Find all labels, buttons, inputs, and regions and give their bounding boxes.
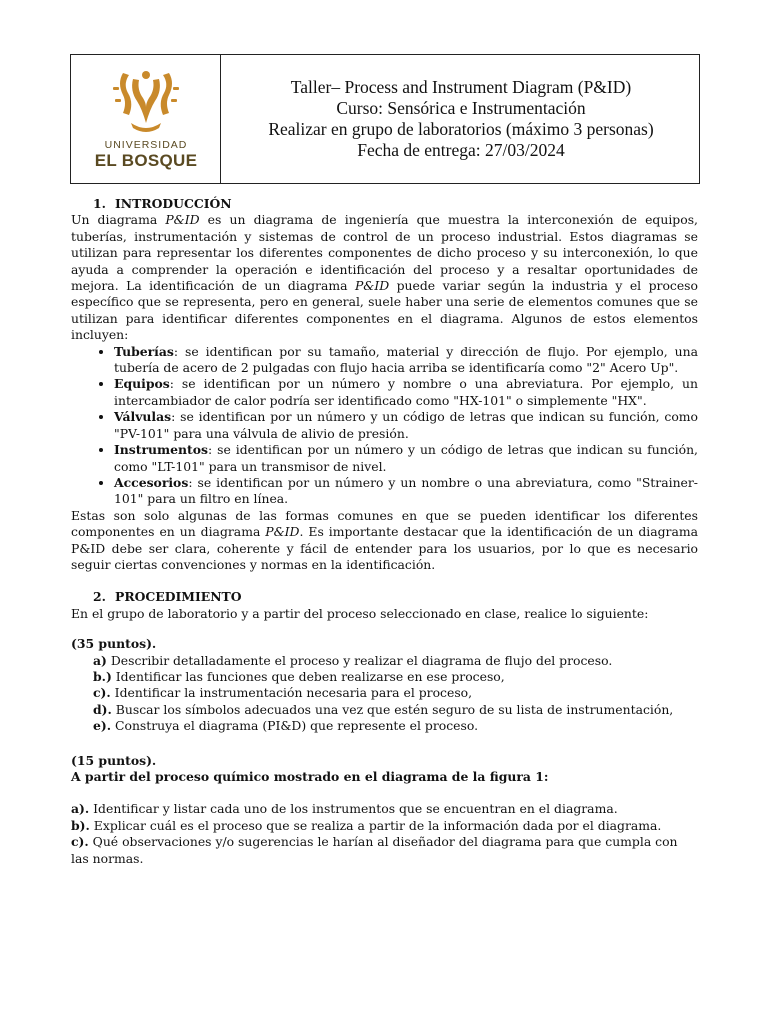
bullet-text: : se identifican por un número y un código de letras que indican su función, como "LT-101" para un transmisor de nivel. (114, 442, 698, 474)
figure-subheading: A partir del proceso químico mostrado en el diagrama de la figura 1: (71, 769, 549, 784)
el-bosque-emblem-icon (109, 65, 183, 137)
list-item (114, 409, 698, 442)
logo-el-bosque-text: EL BOSQUE (94, 151, 198, 170)
question-text: Explicar cuál es el proceso que se realiza a partir de la información dada por el diagrama. (89, 817, 662, 833)
university-logo (71, 55, 221, 183)
step-label: e). (93, 718, 112, 734)
header-title-block (221, 77, 701, 161)
bullet-term: Tuberías (114, 343, 174, 359)
bullet-term: Accesorios (114, 474, 189, 490)
points-15: (15 puntos). (71, 752, 157, 768)
step-text: Construya el diagrama (PI&D) que represente el proceso. (111, 718, 479, 734)
italic-term: P&ID (265, 524, 300, 540)
italic-term: P&ID (165, 212, 200, 228)
step-text: Identificar la instrumentación necesaria para el proceso, (110, 685, 473, 701)
question-text: Qué observaciones y/o sugerencias le harían al diseñador del diagrama para que cumpla con las normas. (71, 834, 678, 866)
step-label: c). (93, 685, 111, 701)
question-text: Identificar y listar cada uno de los instrumentos que se encuentran en el diagrama. (89, 801, 618, 817)
procedure-step (93, 669, 698, 685)
title-line-due-date: Fecha de entrega: 27/03/2024 (357, 140, 565, 160)
question-label: a). (71, 801, 90, 817)
section-number: 1. (93, 196, 106, 211)
step-text: Buscar los símbolos adecuados una vez que estén seguro de su lista de instrumentación, (111, 701, 674, 717)
bullet-text: : se identifican por un número y un nombre o una abreviatura, como "Strainer-101" para un filtro en línea. (114, 474, 698, 507)
procedure-step (93, 702, 698, 718)
list-item (114, 442, 698, 475)
procedure-step (93, 653, 698, 669)
question-item (71, 834, 698, 867)
bullet-term: Equipos (114, 376, 170, 392)
step-label: b.) (93, 668, 112, 684)
list-item (114, 344, 698, 377)
bullet-text: : se identifican por un número y un código de letras que indican su función, como "PV-101" para una válvula de alivio de presión. (114, 409, 698, 441)
title-line-course: Curso: Sensórica e Instrumentación (336, 98, 586, 118)
italic-term: P&ID (354, 278, 390, 294)
question-label: b). (71, 817, 90, 833)
procedure-step (93, 718, 698, 734)
text-run: Estas son solo algunas de las formas comunes en que se pueden identificar los diferentes componentes en un diagrama (71, 507, 698, 540)
points-35: (35 puntos). (71, 636, 157, 652)
section-title: PROCEDIMIENTO (115, 589, 242, 605)
text-run: . Es importante destacar que la identificación de un diagrama P&ID debe ser clara, coherente y fácil de entender para los usuarios, por lo que es necesario seguir ciertas convenciones y normas en la identificación. (71, 524, 698, 572)
section-number: 2. (93, 589, 106, 605)
text-run: Un diagrama (71, 212, 166, 228)
text-run: puede variar según la industria y el proceso específico que se representa, pero en general, suele haber una serie de elementos comunes que se utilizan para identificar diferentes componentes en el diagrama. Algunos de estos elementos incluyen: (71, 278, 698, 343)
bullet-term: Válvulas (114, 409, 172, 425)
intro-paragraph (71, 212, 698, 343)
text-run: es un diagrama de ingeniería que muestra la interconexión de equipos, tuberías, instrumentación y sistemas de control de un proceso industrial. Estos diagramas se utilizan para representar los diferentes componentes de dicho proceso y su interconexión, lo que ayuda a comprender la operación e identificación del proceso y a resaltar oportunidades de mejora. La identificación de un diagrama (71, 212, 698, 294)
section-heading-intro (93, 196, 698, 212)
step-label: a) (93, 652, 107, 668)
intro-closing-paragraph (71, 508, 698, 574)
section-title: INTRODUCCIÓN (115, 196, 232, 211)
question-label: c). (71, 834, 89, 850)
elements-list (71, 344, 698, 508)
step-text: Describir detalladamente el proceso y realizar el diagrama de flujo del proceso. (106, 652, 613, 668)
step-text: Identificar las funciones que deben realizarse en ese proceso, (111, 668, 505, 684)
title-line-workshop: Taller– Process and Instrument Diagram (P&ID) (290, 77, 632, 97)
document-body (71, 196, 698, 867)
step-label: d). (93, 701, 112, 717)
document-header (70, 54, 700, 184)
title-line-group: Realizar en grupo de laboratorios (máximo 3 personas) (268, 119, 654, 139)
question-item (71, 801, 698, 817)
bullet-text: : se identifican por un número y nombre o una abreviatura. Por ejemplo, un intercambiador de calor podría ser identificado como "HX-101" o simplemente "HX". (114, 376, 698, 408)
procedure-lead: En el grupo de laboratorio y a partir del proceso seleccionado en clase, realice lo siguiente: (71, 605, 649, 621)
list-item (114, 475, 698, 508)
bullet-text: : se identifican por su tamaño, material y dirección de flujo. Por ejemplo, una tubería de acero de 2 pulgadas con flujo hacia arriba se identificaría como "2" Acero Up". (114, 343, 698, 376)
logo-university-text: UNIVERSIDAD (104, 139, 188, 151)
question-item (71, 818, 698, 834)
section-heading-procedure (93, 589, 698, 605)
procedure-step (93, 685, 698, 701)
list-item (114, 376, 698, 409)
bullet-term: Instrumentos (114, 442, 209, 458)
